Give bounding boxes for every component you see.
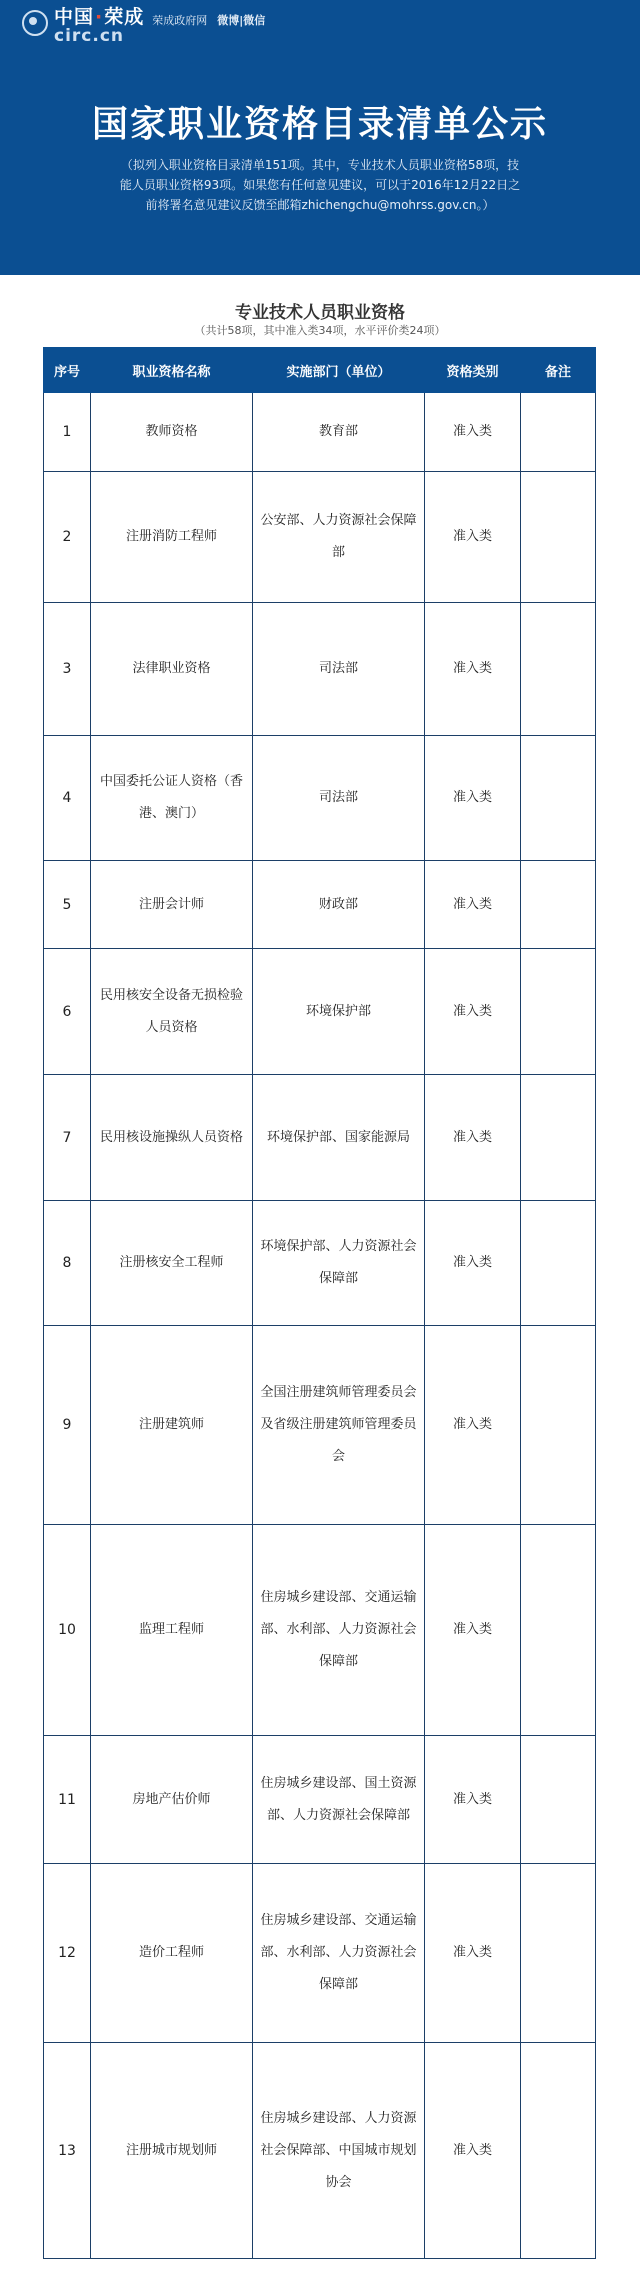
cell-dept: 全国注册建筑师管理委员会及省级注册建筑师管理委员会 <box>253 1326 425 1525</box>
cell-no: 3 <box>44 603 91 736</box>
cell-note <box>521 1326 596 1525</box>
table-header-row <box>44 348 596 393</box>
cell-name: 法律职业资格 <box>91 603 253 736</box>
cell-note <box>521 949 596 1075</box>
site-logo[interactable] <box>22 8 265 45</box>
cell-name: 注册城市规划师 <box>91 2043 253 2259</box>
table-row <box>44 1075 596 1201</box>
cell-note <box>521 861 596 949</box>
table-row <box>44 736 596 861</box>
table-row <box>44 1201 596 1326</box>
cell-type: 准入类 <box>425 1525 521 1736</box>
cell-name: 注册消防工程师 <box>91 472 253 603</box>
qualification-table <box>43 347 596 2259</box>
cell-dept: 环境保护部 <box>253 949 425 1075</box>
cell-dept: 教育部 <box>253 393 425 472</box>
header-banner <box>0 0 640 275</box>
cell-dept: 司法部 <box>253 736 425 861</box>
cell-no: 13 <box>44 2043 91 2259</box>
cell-name: 民用核安全设备无损检验人员资格 <box>91 949 253 1075</box>
column-header-note: 备注 <box>521 348 596 393</box>
cell-no: 9 <box>44 1326 91 1525</box>
cell-dept: 住房城乡建设部、人力资源社会保障部、中国城市规划协会 <box>253 2043 425 2259</box>
cell-dept: 财政部 <box>253 861 425 949</box>
cell-no: 4 <box>44 736 91 861</box>
table-row <box>44 1525 596 1736</box>
cell-note <box>521 736 596 861</box>
table-row <box>44 861 596 949</box>
table-row <box>44 393 596 472</box>
cell-type: 准入类 <box>425 393 521 472</box>
table-row <box>44 1736 596 1864</box>
section-title: 专业技术人员职业资格 <box>235 303 405 323</box>
cell-name: 民用核设施操纵人员资格 <box>91 1075 253 1201</box>
cell-no: 5 <box>44 861 91 949</box>
cell-no: 7 <box>44 1075 91 1201</box>
cell-note <box>521 1525 596 1736</box>
cell-type: 准入类 <box>425 1326 521 1525</box>
table-row <box>44 1326 596 1525</box>
logo-separator: · <box>95 6 104 28</box>
cell-note <box>521 393 596 472</box>
cell-note <box>521 2043 596 2259</box>
table-row <box>44 2043 596 2259</box>
column-header-dept: 实施部门（单位） <box>253 348 425 393</box>
logo-domain: circ.cn <box>54 26 125 46</box>
cell-dept: 住房城乡建设部、国土资源部、人力资源社会保障部 <box>253 1736 425 1864</box>
cell-dept: 住房城乡建设部、交通运输部、水利部、人力资源社会保障部 <box>253 1864 425 2043</box>
page-description: （拟列入职业资格目录清单151项。其中，专业技术人员职业资格58项，技能人员职业资格93项。如果您有任何意见建议，可以于2016年12月22日之前将署名意见建议反馈至邮箱zhichengchu@mohrss.gov.cn。） <box>119 158 521 212</box>
cell-type: 准入类 <box>425 1736 521 1864</box>
social-links[interactable]: 微博|微信 <box>217 14 266 27</box>
cell-dept: 环境保护部、国家能源局 <box>253 1075 425 1201</box>
cell-note <box>521 1075 596 1201</box>
cell-name: 教师资格 <box>91 393 253 472</box>
table-row <box>44 1864 596 2043</box>
logo-emblem-icon <box>22 10 48 36</box>
cell-type: 准入类 <box>425 949 521 1075</box>
logo-text <box>54 8 144 45</box>
section-subtitle: （共计58项，其中准入类34项，水平评价类24项） <box>194 324 446 337</box>
cell-no: 6 <box>44 949 91 1075</box>
cell-name: 中国委托公证人资格（香港、澳门） <box>91 736 253 861</box>
table-row <box>44 603 596 736</box>
cell-note <box>521 1864 596 2043</box>
cell-dept: 公安部、人力资源社会保障部 <box>253 472 425 603</box>
cell-type: 准入类 <box>425 1075 521 1201</box>
cell-dept: 司法部 <box>253 603 425 736</box>
cell-no: 12 <box>44 1864 91 2043</box>
cell-type: 准入类 <box>425 1864 521 2043</box>
cell-type: 准入类 <box>425 2043 521 2259</box>
logo-part1: 中国 <box>54 6 95 28</box>
cell-name: 注册会计师 <box>91 861 253 949</box>
cell-name: 注册核安全工程师 <box>91 1201 253 1326</box>
cell-note <box>521 603 596 736</box>
cell-no: 2 <box>44 472 91 603</box>
cell-type: 准入类 <box>425 603 521 736</box>
cell-dept: 环境保护部、人力资源社会保障部 <box>253 1201 425 1326</box>
column-header-name: 职业资格名称 <box>91 348 253 393</box>
cell-name: 房地产估价师 <box>91 1736 253 1864</box>
cell-no: 1 <box>44 393 91 472</box>
cell-type: 准入类 <box>425 472 521 603</box>
cell-type: 准入类 <box>425 1201 521 1326</box>
cell-note <box>521 1201 596 1326</box>
logo-side <box>152 12 265 28</box>
column-header-type: 资格类别 <box>425 348 521 393</box>
logo-subtitle: 荣成政府网 <box>152 14 208 27</box>
cell-type: 准入类 <box>425 861 521 949</box>
cell-no: 11 <box>44 1736 91 1864</box>
page-title: 国家职业资格目录清单公示 <box>91 104 548 145</box>
cell-name: 造价工程师 <box>91 1864 253 2043</box>
cell-no: 10 <box>44 1525 91 1736</box>
cell-name: 注册建筑师 <box>91 1326 253 1525</box>
cell-note <box>521 1736 596 1864</box>
table-row <box>44 949 596 1075</box>
cell-no: 8 <box>44 1201 91 1326</box>
cell-dept: 住房城乡建设部、交通运输部、水利部、人力资源社会保障部 <box>253 1525 425 1736</box>
cell-type: 准入类 <box>425 736 521 861</box>
table-row <box>44 472 596 603</box>
cell-name: 监理工程师 <box>91 1525 253 1736</box>
logo-part2: 荣成 <box>104 6 145 28</box>
column-header-no: 序号 <box>44 348 91 393</box>
cell-note <box>521 472 596 603</box>
